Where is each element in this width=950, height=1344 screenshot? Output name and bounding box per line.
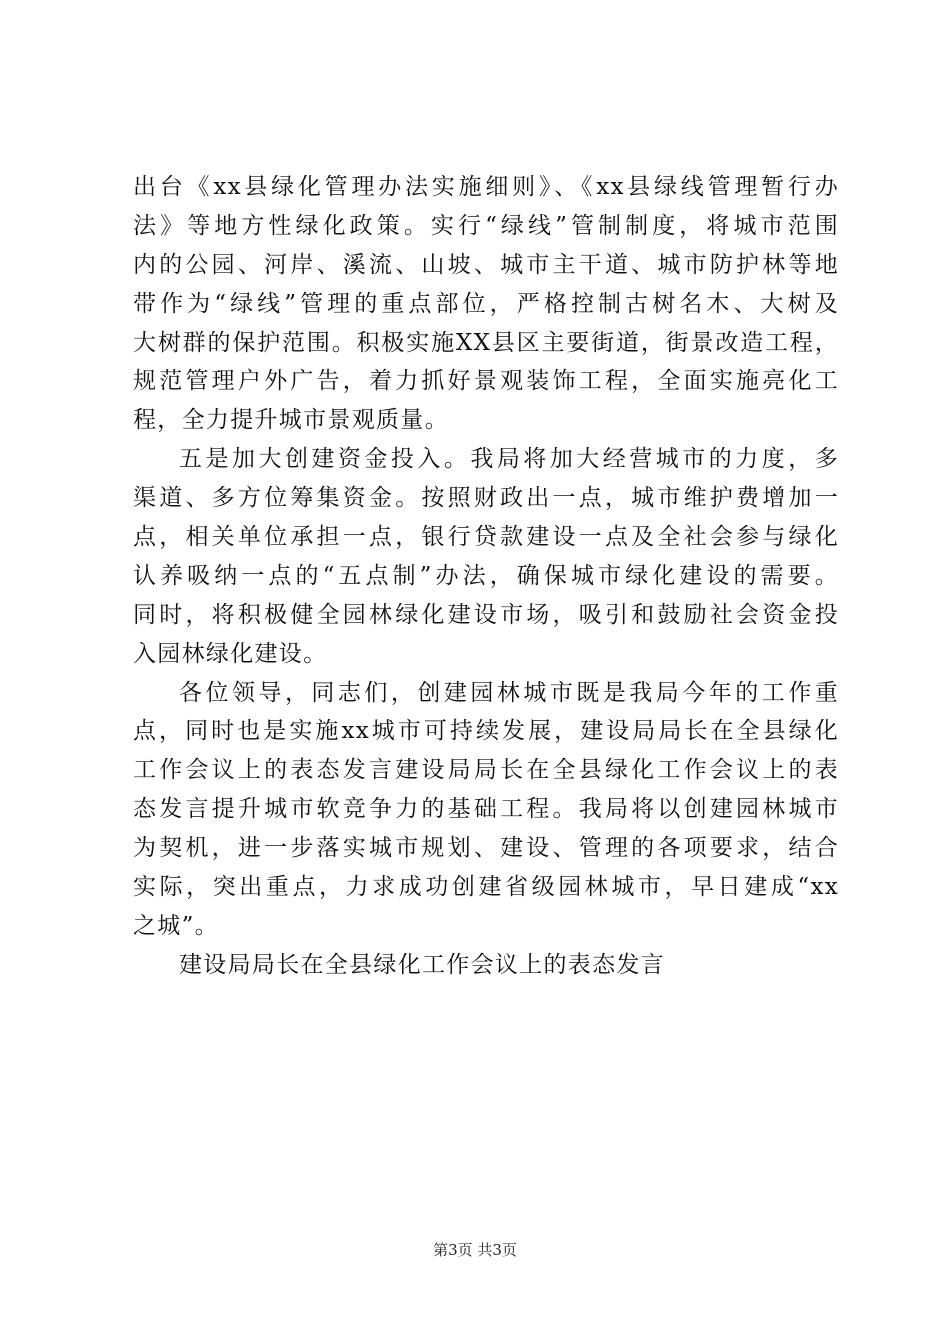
text-line: 入园林绿化建设。 [133,640,328,667]
paragraph-first-line: 各位领导，同志们，创建园林城市既是我局今年的工作重 [179,679,839,706]
text-line: 大树群的保护范围。积极实施XX县区主要街道，街景改造工程， [133,329,839,356]
page-number-footer: 第3页 共3页 [433,1241,517,1259]
text-line: 渠道、多方位筹集资金。按照财政出一点，城市维护费增加一 [133,485,839,512]
document-body [133,168,839,985]
text-line: 出台《xx县绿化管理办法实施细则》、《xx县绿线管理暂行办 [133,174,839,200]
text-line: 程，全力提升城市景观质量。 [133,407,449,434]
text-line: 实际，突出重点，力求成功创建省级园林城市，早日建成“xx [133,874,839,901]
text-line: 为契机，进一步落实城市规划、建设、管理的各项要求，结合 [133,835,839,862]
text-line: 带作为“绿线”管理的重点部位，严格控制古树名木、大树及 [133,290,839,317]
text-line: 点，同时也是实施xx城市可持续发展，建设局局长在全县绿化 [133,718,839,745]
text-line: 点，相关单位承担一点，银行贷款建设一点及全社会参与绿化 [133,524,839,551]
text-line: 认养吸纳一点的“五点制”办法，确保城市绿化建设的需要。 [133,562,839,589]
paragraph-first-line: 五是加大创建资金投入。我局将加大经营城市的力度，多 [179,446,839,473]
text-line: 法》等地方性绿化政策。实行“绿线”管制制度，将城市范围 [133,212,839,239]
text-line: 内的公园、河岸、溪流、山坡、城市主干道、城市防护林等地 [133,251,839,278]
text-line: 工作会议上的表态发言建设局局长在全县绿化工作会议上的表 [133,757,839,784]
text-line: 同时，将积极健全园林绿化建设市场，吸引和鼓励社会资金投 [133,601,839,628]
text-line: 态发言提升城市软竞争力的基础工程。我局将以创建园林城市 [133,796,839,823]
closing-title-line: 建设局局长在全县绿化工作会议上的表态发言 [179,951,665,978]
text-line: 之城”。 [133,912,219,939]
text-line: 规范管理户外广告，着力抓好景观装饰工程，全面实施亮化工 [133,368,839,395]
